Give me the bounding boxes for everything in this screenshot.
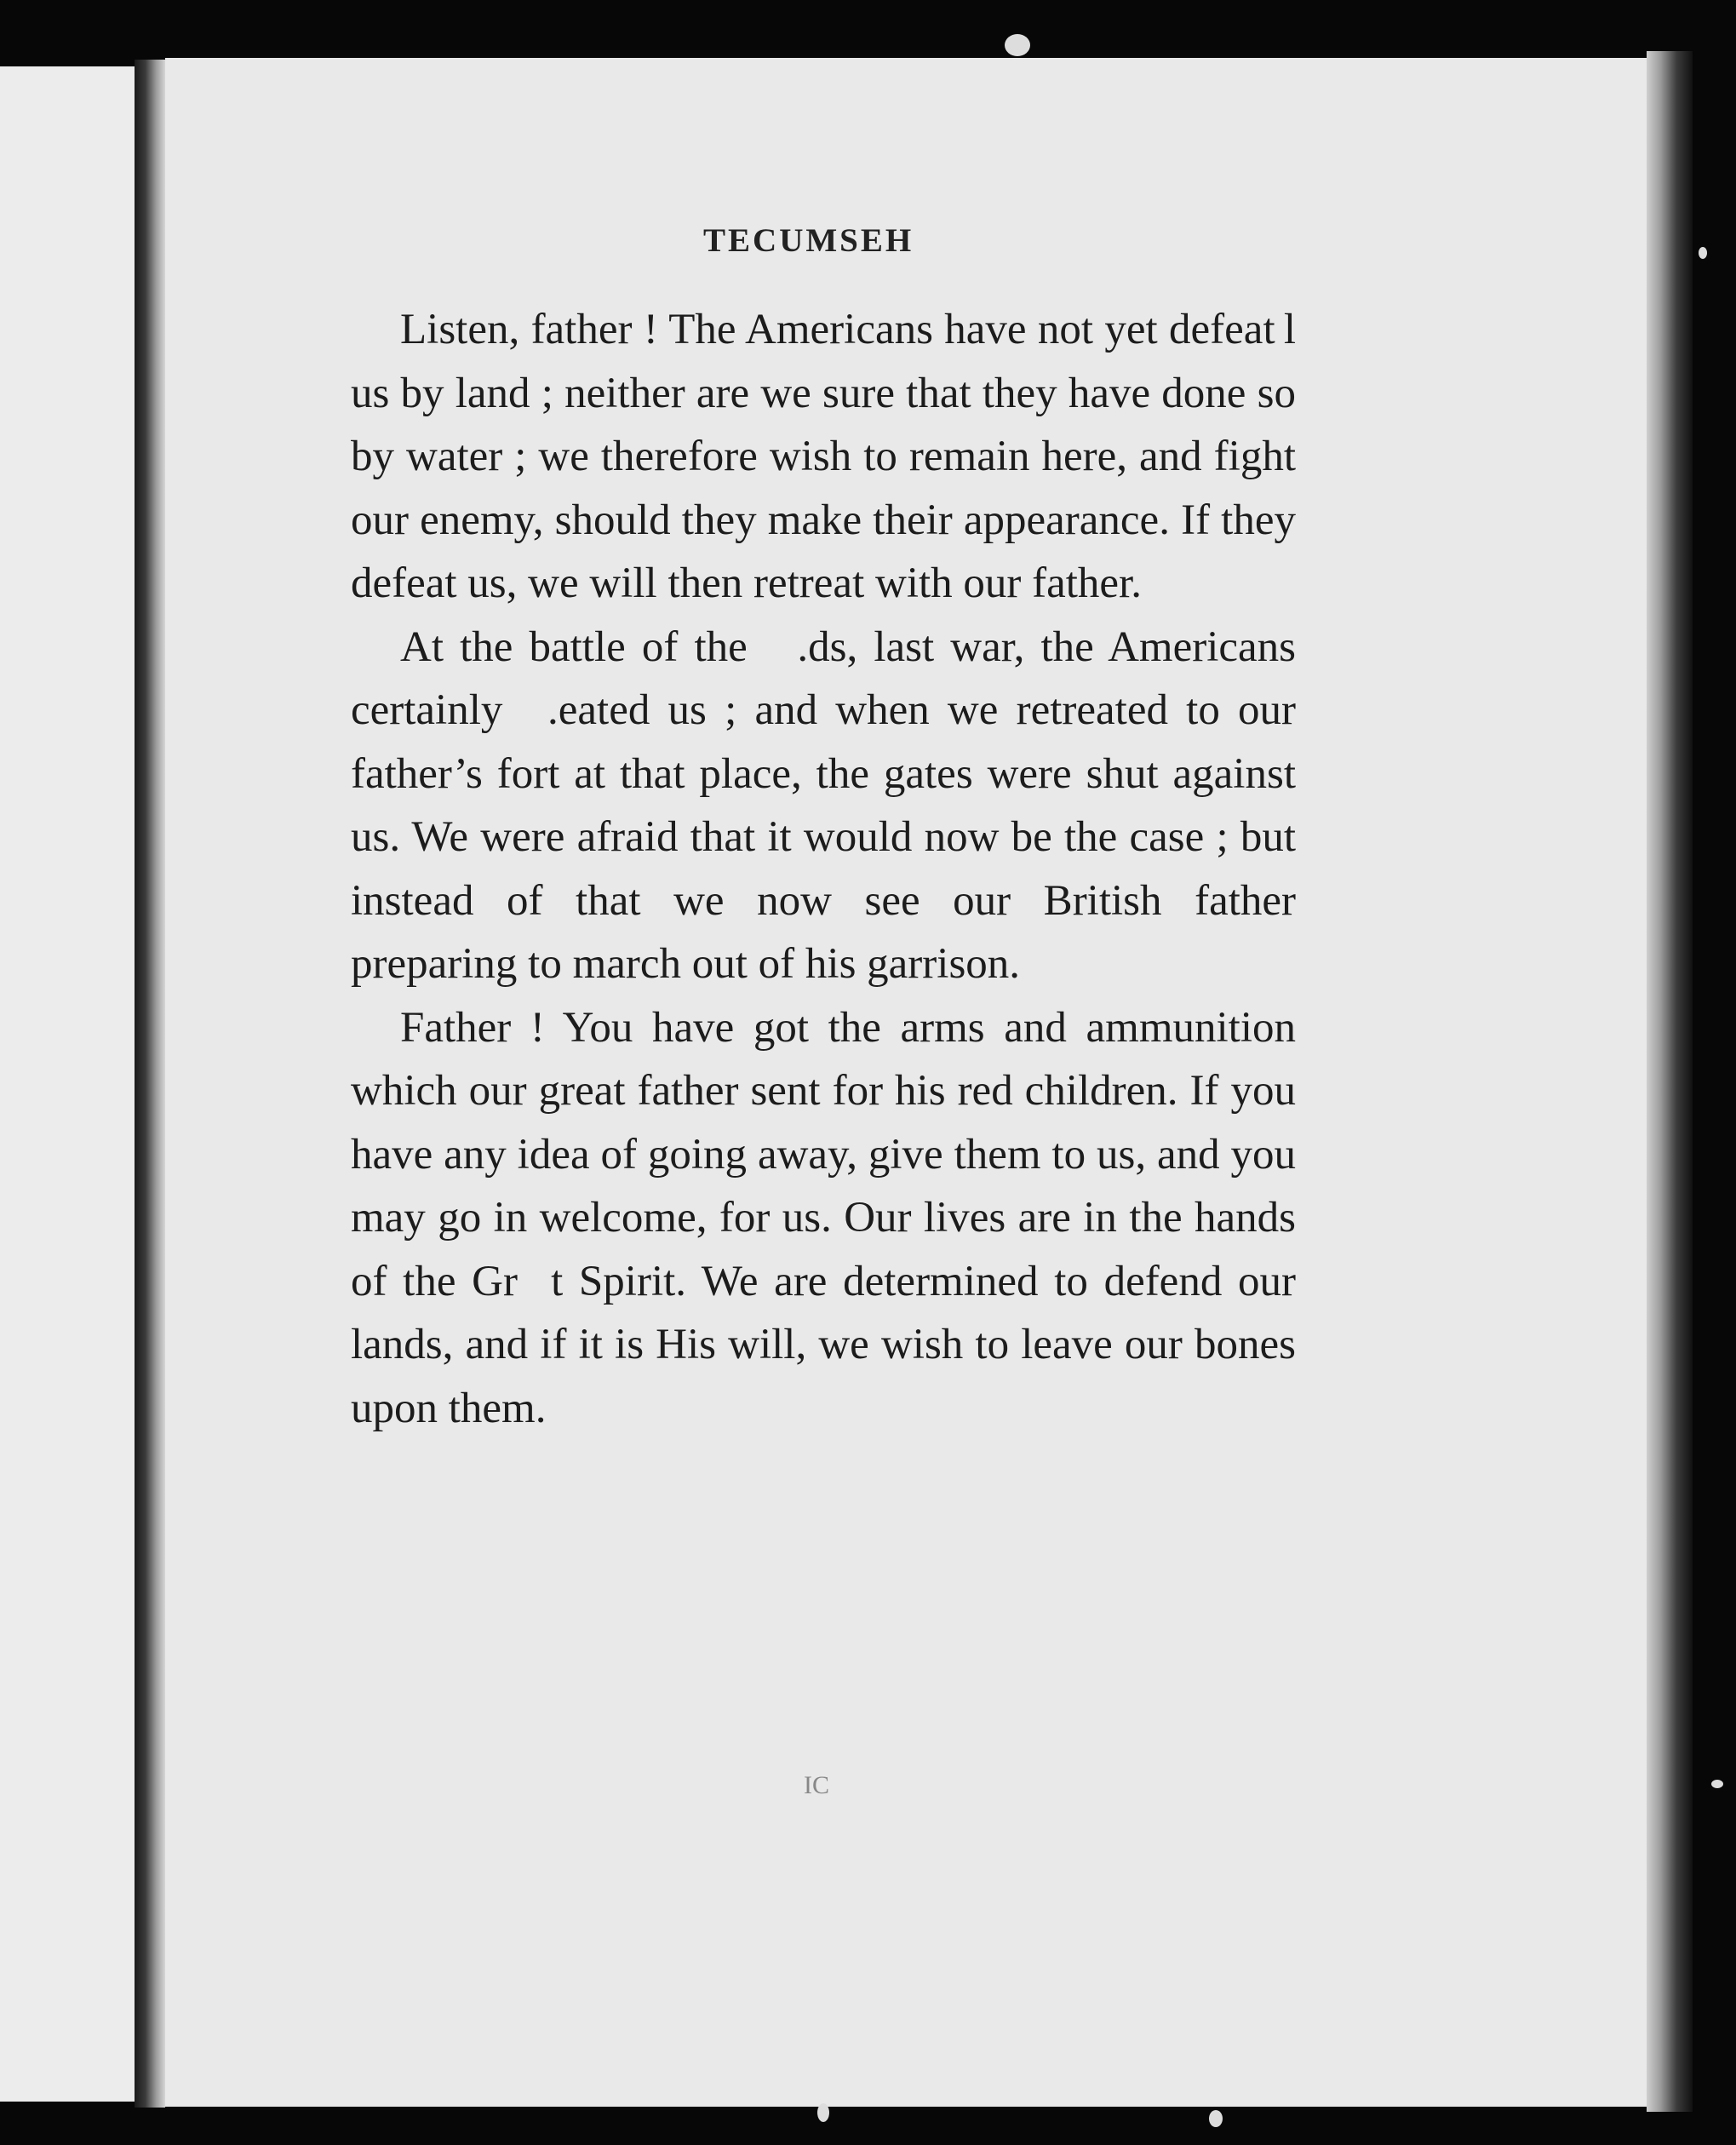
paragraph-2: At the battle of the .ds, last war, the Americans certainly .eated us ; and when we retreated to our father’s fort at that place, the gates were shut against us. We were afraid that it would now be the case ; but instead of that we now see our British father preparing to march out of his garrison.: [351, 622, 1296, 988]
scan-speck: [817, 2103, 829, 2122]
scan-speck: [1005, 34, 1030, 56]
page-number: IC: [804, 1771, 829, 1799]
right-page-edge: [1647, 51, 1693, 2112]
left-page-edge: [0, 66, 136, 2102]
body-text: [351, 298, 1296, 1440]
book-spine: [135, 60, 165, 2108]
paragraph-3: Father ! You have got the arms and ammunition which our great father sent for his red children. If you have any idea of going away, give them to us, and you may go in welcome, for us. Our lives are in the hands of the Gr t Spirit. We are determined to defend our lands, and if it is His will, we wish to leave our bones upon them.: [351, 1003, 1296, 1432]
scan-speck: [1711, 1780, 1723, 1788]
scan-speck: [1209, 2110, 1223, 2127]
paragraph-1: Listen, father ! The Americans have not yet defeat l us by land ; neither are we sure that they have done so by water ; we therefore wish to remain here, and fight our enemy, should they make their appearance. If they defeat us, we will then retreat with our father.: [351, 306, 1296, 607]
scan-speck: [1699, 247, 1707, 259]
running-header: TECUMSEH: [703, 222, 914, 259]
